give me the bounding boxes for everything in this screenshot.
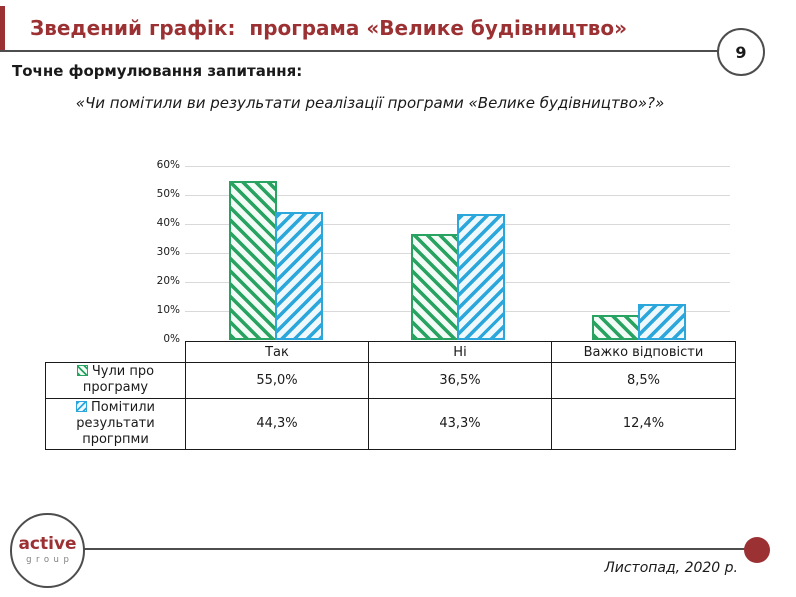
bar-green: [229, 181, 277, 341]
y-axis-tick: 40%: [156, 217, 180, 229]
page-number: 9: [735, 42, 747, 62]
value-cell: 8,5%: [552, 363, 736, 399]
bar-group: [185, 166, 367, 340]
y-axis-tick: 60%: [156, 159, 180, 171]
y-axis-tick: 20%: [156, 275, 180, 287]
footer-divider: [84, 548, 747, 550]
y-axis: [130, 159, 180, 345]
legend-swatch-blue-icon: [76, 401, 87, 412]
category-header-cell: Важко відповісти: [552, 342, 736, 363]
plot-area: [185, 166, 730, 340]
value-cell: 12,4%: [552, 398, 736, 450]
bar-group: [548, 166, 730, 340]
header-divider: [0, 50, 719, 52]
results-table: [45, 341, 736, 450]
table-corner-cell: [46, 342, 186, 363]
bar-blue: [457, 214, 505, 340]
category-header-cell: Так: [186, 342, 369, 363]
y-axis-tick: 10%: [156, 304, 180, 316]
legend-swatch-green-icon: [77, 365, 88, 376]
table-row: [46, 398, 736, 450]
series-label-cell: Чули про програму: [46, 363, 186, 399]
series-label-cell: Помітили результати прогрпми: [46, 398, 186, 450]
left-accent-bar: [0, 6, 5, 50]
table-row: [46, 363, 736, 399]
bar-green: [411, 234, 459, 340]
question-label: Точне формулювання запитання:: [12, 62, 303, 80]
footer-dot: [744, 537, 770, 563]
logo-text-group: group: [26, 555, 74, 565]
y-axis-tick: 30%: [156, 246, 180, 258]
page-title: Зведений графік: програма «Велике будівництво»: [30, 16, 628, 40]
bars-layer: [185, 166, 730, 340]
active-group-logo: [10, 513, 85, 588]
bar-group: [367, 166, 549, 340]
value-cell: 44,3%: [186, 398, 369, 450]
results-table-body: [46, 342, 736, 450]
bar-green: [592, 315, 640, 340]
date-caption: Листопад, 2020 р.: [604, 560, 738, 576]
value-cell: 43,3%: [369, 398, 552, 450]
logo-text-active: active: [18, 534, 77, 554]
bar-blue: [638, 304, 686, 340]
page-number-badge: [717, 28, 765, 76]
value-cell: 55,0%: [186, 363, 369, 399]
bar-blue: [275, 212, 323, 341]
question-text: «Чи помітили ви результати реалізації програми «Велике будівництво»?»: [75, 94, 665, 112]
y-axis-tick: 50%: [156, 188, 180, 200]
category-header-cell: Ні: [369, 342, 552, 363]
table-header-row: [46, 342, 736, 363]
value-cell: 36,5%: [369, 363, 552, 399]
y-axis-tick: 0%: [163, 333, 180, 345]
